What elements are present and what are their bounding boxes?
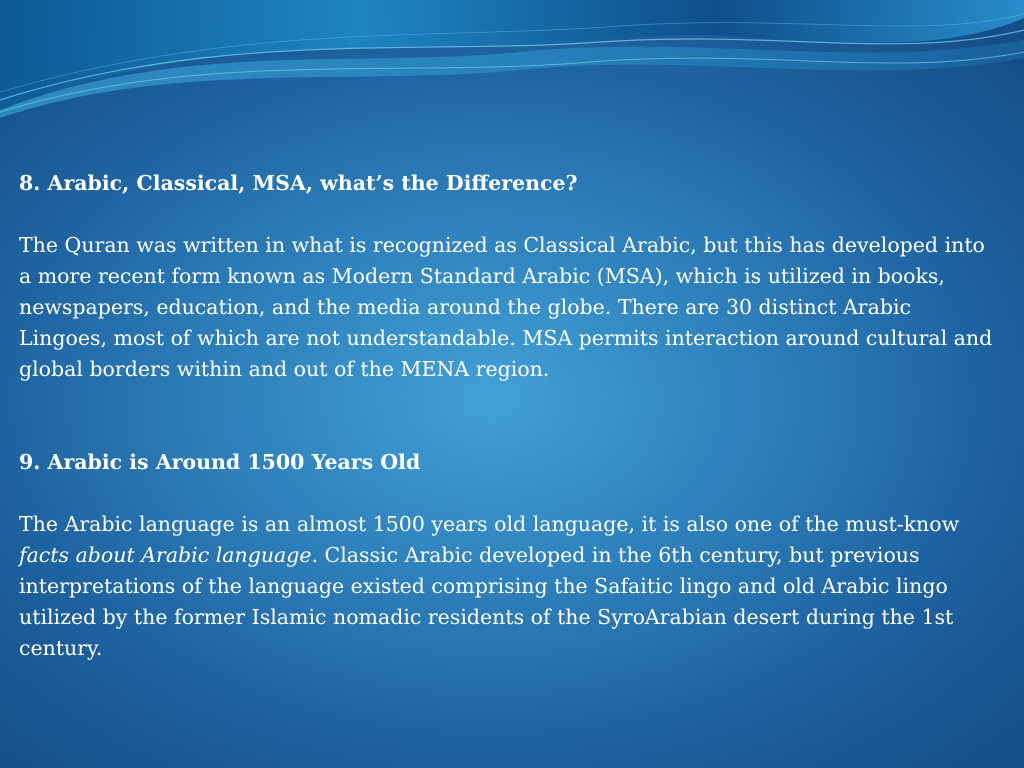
spacer: [19, 478, 994, 509]
section-9-body-part-1: The Arabic language is an almost 1500 years old language, it is also one of the must-know: [19, 512, 960, 536]
section-8-body: The Quran was written in what is recognized as Classical Arabic, but this has developed into a more recent form known as Modern Standard Arabic (MSA), which is utilized in books, newspapers, education, and the media around the globe. There are 30 distinct Arabic Lingoes, most of which are not understandable. MSA permits interaction around cultural and global borders within and out of the MENA region.: [19, 233, 993, 381]
section-9-body-part-2: . Classic Arabic developed in the 6th century, but previous interpretations of the language existed comprising the Safaitic lingo and old Arabic lingo utilized by the former Islamic nomadic residents of the SyroArabian desert during the 1st century.: [19, 543, 954, 660]
section-8-heading: 8. Arabic, Classical, MSA, what’s the Difference?: [19, 171, 578, 195]
wave-header-decoration: [0, 0, 1024, 130]
slide-content: [19, 168, 994, 664]
section-9-body-emphasis: facts about Arabic language: [19, 543, 312, 567]
section-9-body: [19, 509, 994, 664]
spacer: [19, 385, 994, 447]
spacer: [19, 199, 994, 230]
section-9-heading: 9. Arabic is Around 1500 Years Old: [19, 450, 421, 474]
